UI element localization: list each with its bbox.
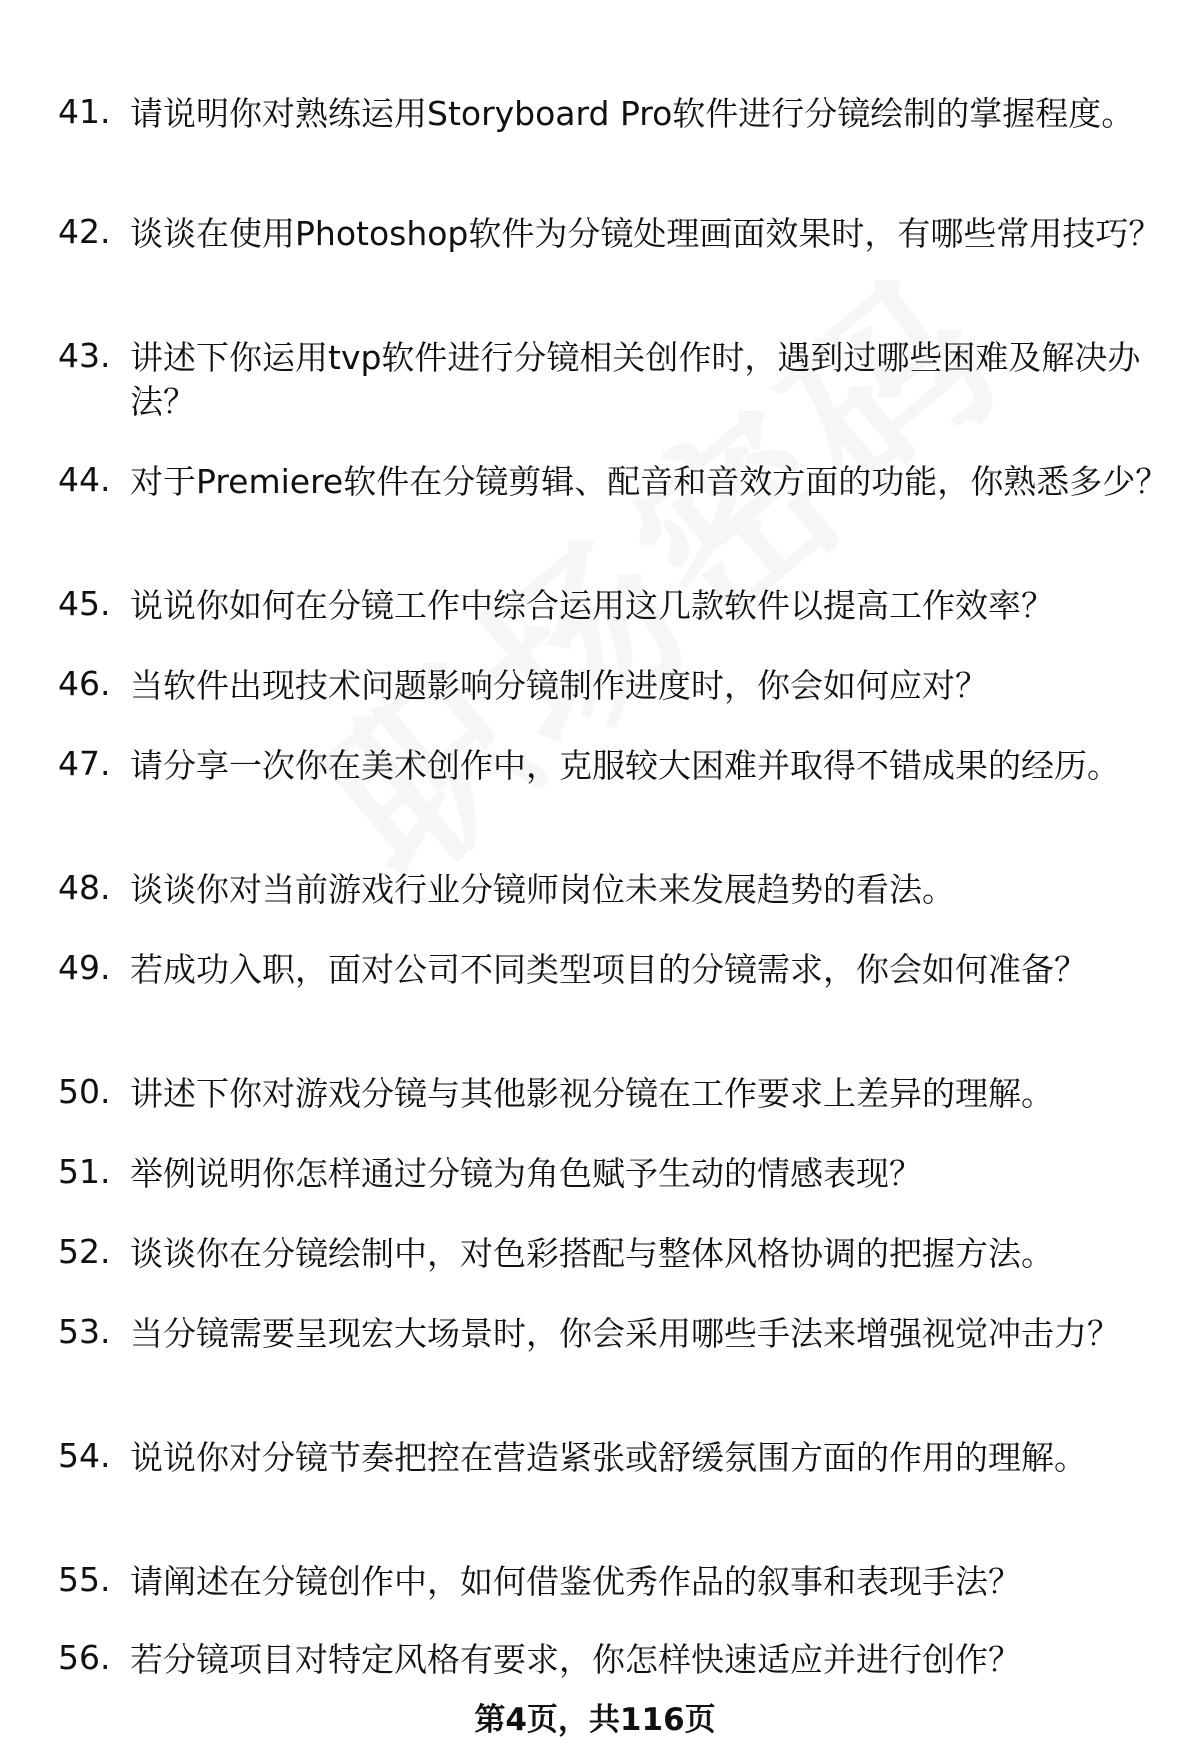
question-text: 谈谈你对当前游戏行业分镜师岗位未来发展趋势的看法。 — [130, 870, 955, 909]
question-number: 50. — [58, 1072, 111, 1111]
question-number: 43. — [58, 336, 111, 375]
question-text: 对于Premiere软件在分镜剪辑、配音和音效方面的功能，你熟悉多少？ — [130, 462, 1169, 501]
question-number: 52. — [58, 1232, 111, 1271]
question-text: 若成功入职，面对公司不同类型项目的分镜需求，你会如何准备？ — [130, 950, 1087, 989]
question-number: 56. — [58, 1638, 111, 1677]
question-number: 41. — [58, 92, 111, 131]
watermark — [260, 206, 1048, 929]
question-number: 49. — [58, 948, 111, 987]
question-text: 说说你如何在分镜工作中综合运用这几款软件以提高工作效率？ — [130, 586, 1054, 625]
question-number: 44. — [58, 460, 111, 499]
question-number: 46. — [58, 664, 111, 703]
question-number: 55. — [58, 1560, 111, 1599]
page-footer: 第4页，共116页 — [474, 1702, 716, 1738]
question-number: 47. — [58, 744, 111, 783]
question-text: 讲述下你对游戏分镜与其他影视分镜在工作要求上差异的理解。 — [130, 1074, 1054, 1113]
question-text: 谈谈你在分镜绘制中，对色彩搭配与整体风格协调的把握方法。 — [130, 1234, 1054, 1273]
question-text: 谈谈在使用Photoshop软件为分镜处理画面效果时，有哪些常用技巧？ — [130, 214, 1162, 253]
question-text: 当分镜需要呈现宏大场景时，你会采用哪些手法来增强视觉冲击力？ — [130, 1314, 1120, 1353]
question-text: 请分享一次你在美术创作中，克服较大困难并取得不错成果的经历。 — [130, 746, 1120, 785]
question-number: 54. — [58, 1436, 111, 1475]
question-text: 说说你对分镜节奏把控在营造紧张或舒缓氛围方面的作用的理解。 — [130, 1438, 1087, 1477]
question-number: 51. — [58, 1152, 111, 1191]
question-text: 举例说明你怎样通过分镜为角色赋予生动的情感表现？ — [130, 1154, 922, 1193]
question-text: 请说明你对熟练运用Storyboard Pro软件进行分镜绘制的掌握程度。 — [130, 94, 1135, 133]
question-text: 请阐述在分镜创作中，如何借鉴优秀作品的叙事和表现手法？ — [130, 1562, 1021, 1601]
question-text: 当软件出现技术问题影响分镜制作进度时，你会如何应对？ — [130, 666, 988, 705]
question-number: 42. — [58, 212, 111, 251]
question-text: 若分镜项目对特定风格有要求，你怎样快速适应并进行创作？ — [130, 1640, 1021, 1679]
question-text: 讲述下你运用tvp软件进行分镜相关创作时，遇到过哪些困难及解决办法？ — [130, 338, 1141, 421]
question-number: 48. — [58, 868, 111, 907]
question-number: 45. — [58, 584, 111, 623]
question-number: 53. — [58, 1312, 111, 1351]
